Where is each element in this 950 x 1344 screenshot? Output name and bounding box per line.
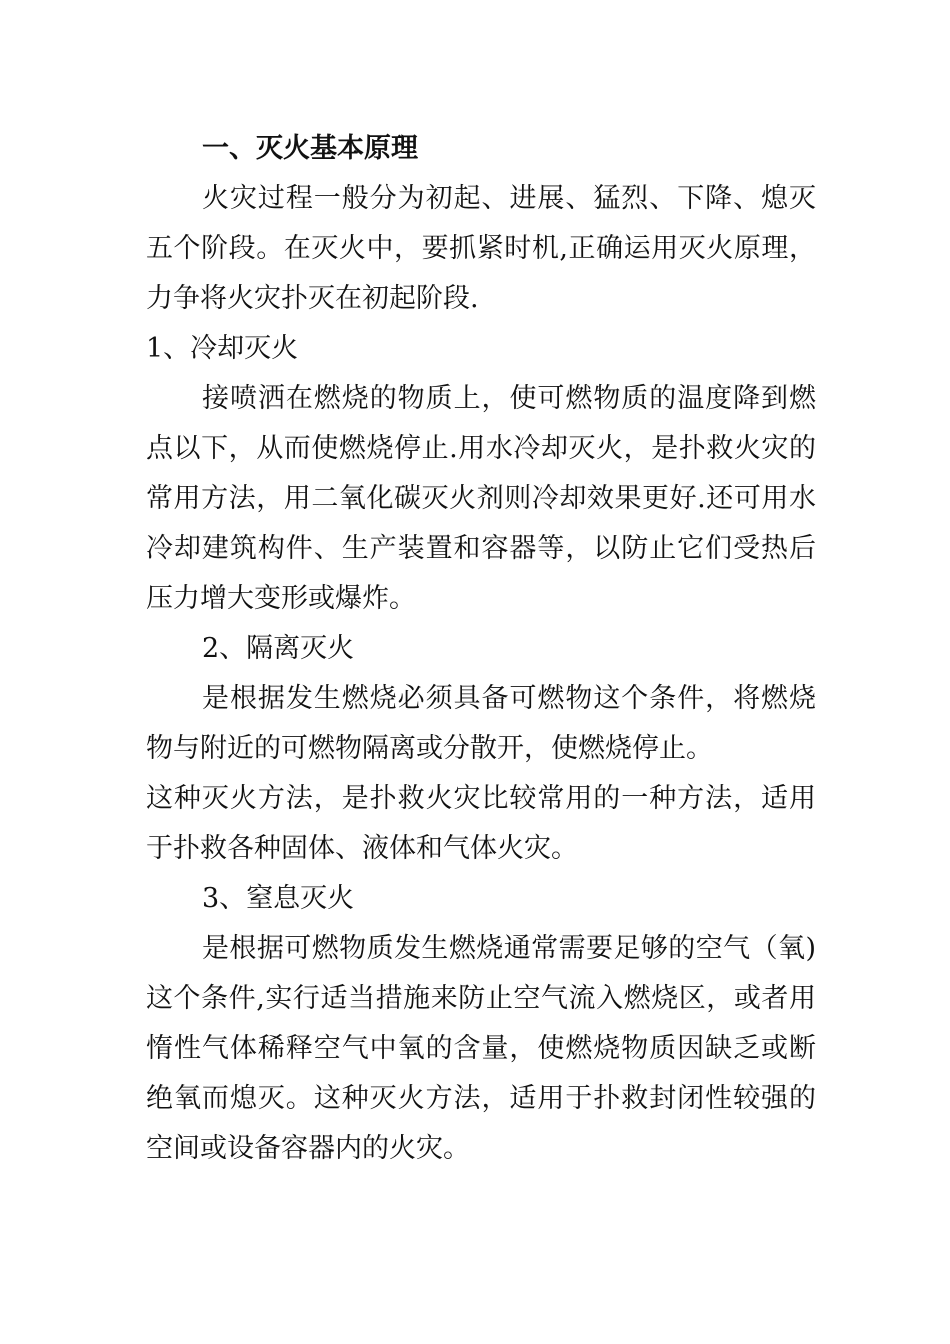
section-paragraph-isolation-1: 是根据发生燃烧必须具备可燃物这个条件，将燃烧物与附近的可燃物隔离或分散开，使燃烧停止。 [146, 683, 816, 764]
section-heading-cooling: 1、冷却灭火 [146, 333, 299, 364]
document-body [146, 124, 816, 1174]
document-title: 一、灭火基本原理 [202, 133, 418, 164]
intro-paragraph: 火灾过程一般分为初起、进展、猛烈、下降、熄灭五个阶段。在灭火中，要抓紧时机,正确运用灭火原理，力争将火灾扑灭在初起阶段. [146, 183, 816, 314]
section-paragraph-cooling: 接喷洒在燃烧的物质上，使可燃物质的温度降到燃点以下，从而使燃烧停止.用水冷却灭火，是扑救火灾的常用方法，用二氧化碳灭火剂则冷却效果更好.还可用水冷却建筑构件、生产装置和容器等，以防止它们受热后压力增大变形或爆炸。 [146, 383, 816, 614]
section-paragraph-suffocation: 是根据可燃物质发生燃烧通常需要足够的空气（氧)这个条件,实行适当措施来防止空气流入燃烧区，或者用惰性气体稀释空气中氧的含量，使燃烧物质因缺乏或断绝氧而熄灭。这种灭火方法，适用于扑救封闭性较强的空间或设备容器内的火灾。 [146, 933, 816, 1164]
section-paragraph-isolation-2: 这种灭火方法，是扑救火灾比较常用的一种方法，适用于扑救各种固体、液体和气体火灾。 [146, 783, 816, 864]
section-heading-isolation: 2、隔离灭火 [202, 633, 355, 664]
section-heading-suffocation: 3、窒息灭火 [202, 883, 355, 914]
